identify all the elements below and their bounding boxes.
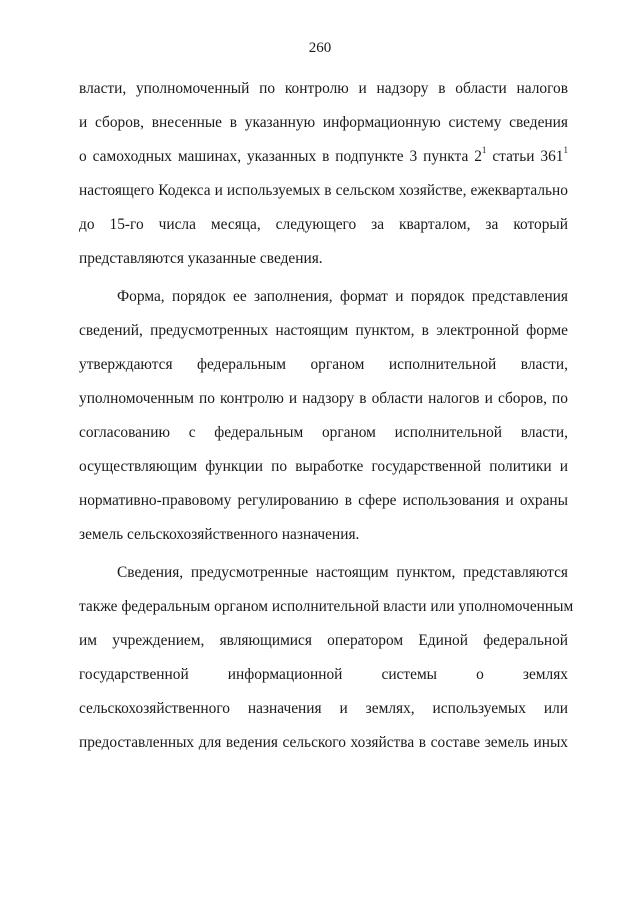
text-line: также федеральным органом исполнительной власти или уполномоченным [79,598,574,615]
text-line: согласованию с федеральным органом исполнительной власти, [79,424,568,441]
text-fragment: статьи 361 [486,148,564,165]
superscript: 1 [563,144,568,155]
text-line: земель сельскохозяйственного назначения. [79,526,360,543]
text-line: Сведения, предусмотренные настоящим пунктом, представляются [117,564,568,581]
text-fragment: о самоходных машинах, указанных в подпункте 3 пункта 2 [79,148,482,165]
text-line: и сборов, внесенные в указанную информационную систему сведения [79,114,568,131]
text-line: представляются указанные сведения. [79,250,323,267]
text-line: власти, уполномоченный по контролю и надзору в области налогов [79,80,568,97]
text-line: сельскохозяйственного назначения и землях, используемых или [79,700,568,717]
text-line: уполномоченным по контролю и надзору в области налогов и сборов, по [79,390,568,407]
superscript: 1 [481,144,487,155]
page-number: 260 [308,40,332,56]
text-line: Форма, порядок ее заполнения, формат и порядок представления [117,288,568,305]
text-line: до 15-го числа месяца, следующего за кварталом, за который [79,216,568,233]
text-line [79,144,568,166]
text-line: сведений, предусмотренных настоящим пунктом, в электронной форме [79,322,568,339]
text-line: государственной информационной системы о землях [79,666,568,683]
text-line: утверждаются федеральным органом исполнительной власти, [79,356,568,373]
text-line: предоставленных для ведения сельского хозяйства в составе земель иных [79,734,568,751]
text-line: настоящего Кодекса и используемых в сельском хозяйстве, ежеквартально [79,182,568,199]
text-line: им учреждением, являющимися оператором Единой федеральной [79,632,568,649]
text-line: нормативно-правовому регулированию в сфере использования и охраны [79,492,568,509]
text-line: осуществляющим функции по выработке государственной политики и [79,458,568,475]
